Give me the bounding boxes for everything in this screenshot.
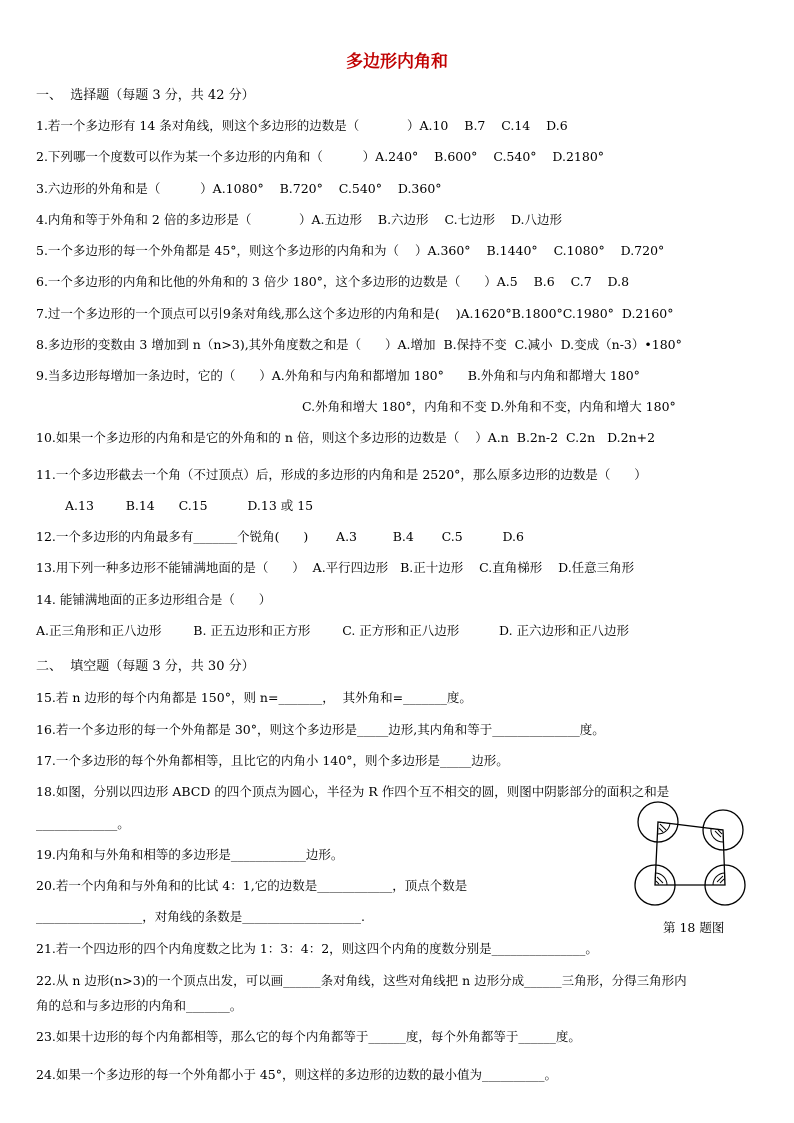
question-21: 21.若一个四边形的四个内角度数之比为 1：3：4：2，则这四个内角的度数分别是_______________。 — [36, 941, 598, 956]
question-3: 3.六边形的外角和是（ ）A.1080° B.720° C.540° D.360° — [36, 181, 442, 196]
question-24: 24.如果一个多边形的每一个外角都小于 45°，则这样的多边形的边数的最小值为__________。 — [36, 1067, 558, 1082]
question-9-options-cont: C.外角和增大 180°，内角和不变 D.外角和不变，内角和增大 180° — [302, 399, 676, 414]
question-8: 8.多边形的变数由 3 增加到 n（n>3),其外角度数之和是（ ）A.增加 B.保持不变 C.减小 D.变成（n-3）•180° — [36, 337, 682, 352]
question-15: 15.若 n 边形的每个内角都是 150°，则 n=_______， 其外角和=_______度。 — [36, 690, 472, 705]
shaded-sector-d — [655, 873, 667, 885]
question-18-blank: _____________。 — [36, 816, 130, 831]
question-20: 20.若一个内角和与外角和的比试 4：1,它的边数是____________，顶点个数是 — [36, 878, 468, 893]
question-5: 5.一个多边形的每一个外角都是 45°，则这个多边形的内角和为（ ）A.360° B.1440° C.1080° D.720° — [36, 243, 665, 258]
question-18: 18.如图，分别以四边形 ABCD 的四个顶点为圆心，半径为 R 作四个互不相交的圆，则图中阴影部分的面积之和是 — [36, 784, 670, 799]
question-4: 4.内角和等于外角和 2 倍的多边形是（ ）A.五边形 B.六边形 C.七边形 D.八边形 — [36, 212, 562, 227]
question-10: 10.如果一个多边形的内角和是它的外角和的 n 倍，则这个多边形的边数是（ ）A.n B.2n-2 C.2n D.2n+2 — [36, 430, 656, 445]
question-11-options: A.13 B.14 C.15 D.13 或 15 — [65, 498, 314, 513]
question-6: 6.一个多边形的内角和比他的外角和的 3 倍少 180°，这个多边形的边数是（ ）A.5 B.6 C.7 D.8 — [36, 274, 630, 289]
question-11: 11.一个多边形截去一个角（不过顶点）后，形成的多边形的内角和是 2520°，那么原多边形的边数是（ ） — [36, 467, 647, 482]
question-23: 23.如果十边形的每个内角都相等，那么它的每个内角都等于______度，每个外角都等于______度。 — [36, 1029, 581, 1044]
question-13: 13.用下列一种多边形不能铺满地面的是（ ） A.平行四边形 B.正十边形 C.直角梯形 D.任意三角形 — [36, 560, 635, 575]
question-2: 2.下列哪一个度数可以作为某一个多边形的内角和（ ）A.240° B.600° C.540° D.2180° — [36, 149, 605, 164]
section-choice-heading: 一、 选择题（每题 3 分，共 42 分） — [36, 88, 255, 103]
question-9: 9.当多边形每增加一条边时，它的（ ）A.外角和与内角和都增加 180° B.外角和与内角和都增大 180° — [36, 368, 640, 383]
question-17: 17.一个多边形的每个外角都相等，且比它的内角小 140°，则个多边形是_____边形。 — [36, 753, 509, 768]
question-14-options: A.正三角形和正八边形 B. 正五边形和正方形 C. 正方形和正八边形 D. 正六边形和正八边形 — [36, 623, 630, 638]
question-22-cont: 角的总和与多边形的内角和_______。 — [36, 998, 243, 1013]
question-1: 1.若一个多边形有 14 条对角线，则这个多边形的边数是（ ）A.10 B.7 C.14 D.6 — [36, 118, 568, 133]
figure-caption: 第 18 题图 — [663, 920, 725, 935]
question-22: 22.从 n 边形(n>3)的一个顶点出发，可以画______条对角线，这些对角线把 n 边形分成______三角形，分得三角形内 — [36, 973, 687, 988]
question-7: 7.过一个多边形的一个顶点可以引9条对角线,那么这个多边形的内角和是( )A.1620°B.1800°C.1980° D.2160° — [36, 306, 674, 321]
page-title: 多边形内角和 — [346, 52, 448, 72]
question-19: 19.内角和与外角和相等的多边形是____________边形。 — [36, 847, 344, 862]
question-14: 14. 能铺满地面的正多边形组合是（ ） — [36, 592, 272, 607]
section-fill-heading: 二、 填空题（每题 3 分，共 30 分） — [36, 659, 255, 674]
shaded-sector-b — [711, 829, 723, 843]
question-16: 16.若一个多边形的每一个外角都是 30°，则这个多边形是_____边形,其内角和等于______________度。 — [36, 722, 605, 737]
shaded-sector-c — [713, 873, 725, 885]
question-20-cont: _________________，对角线的条数是___________________. — [36, 909, 365, 924]
question-12: 12.一个多边形的内角最多有_______个锐角( ) A.3 B.4 C.5 D.6 — [36, 529, 524, 544]
